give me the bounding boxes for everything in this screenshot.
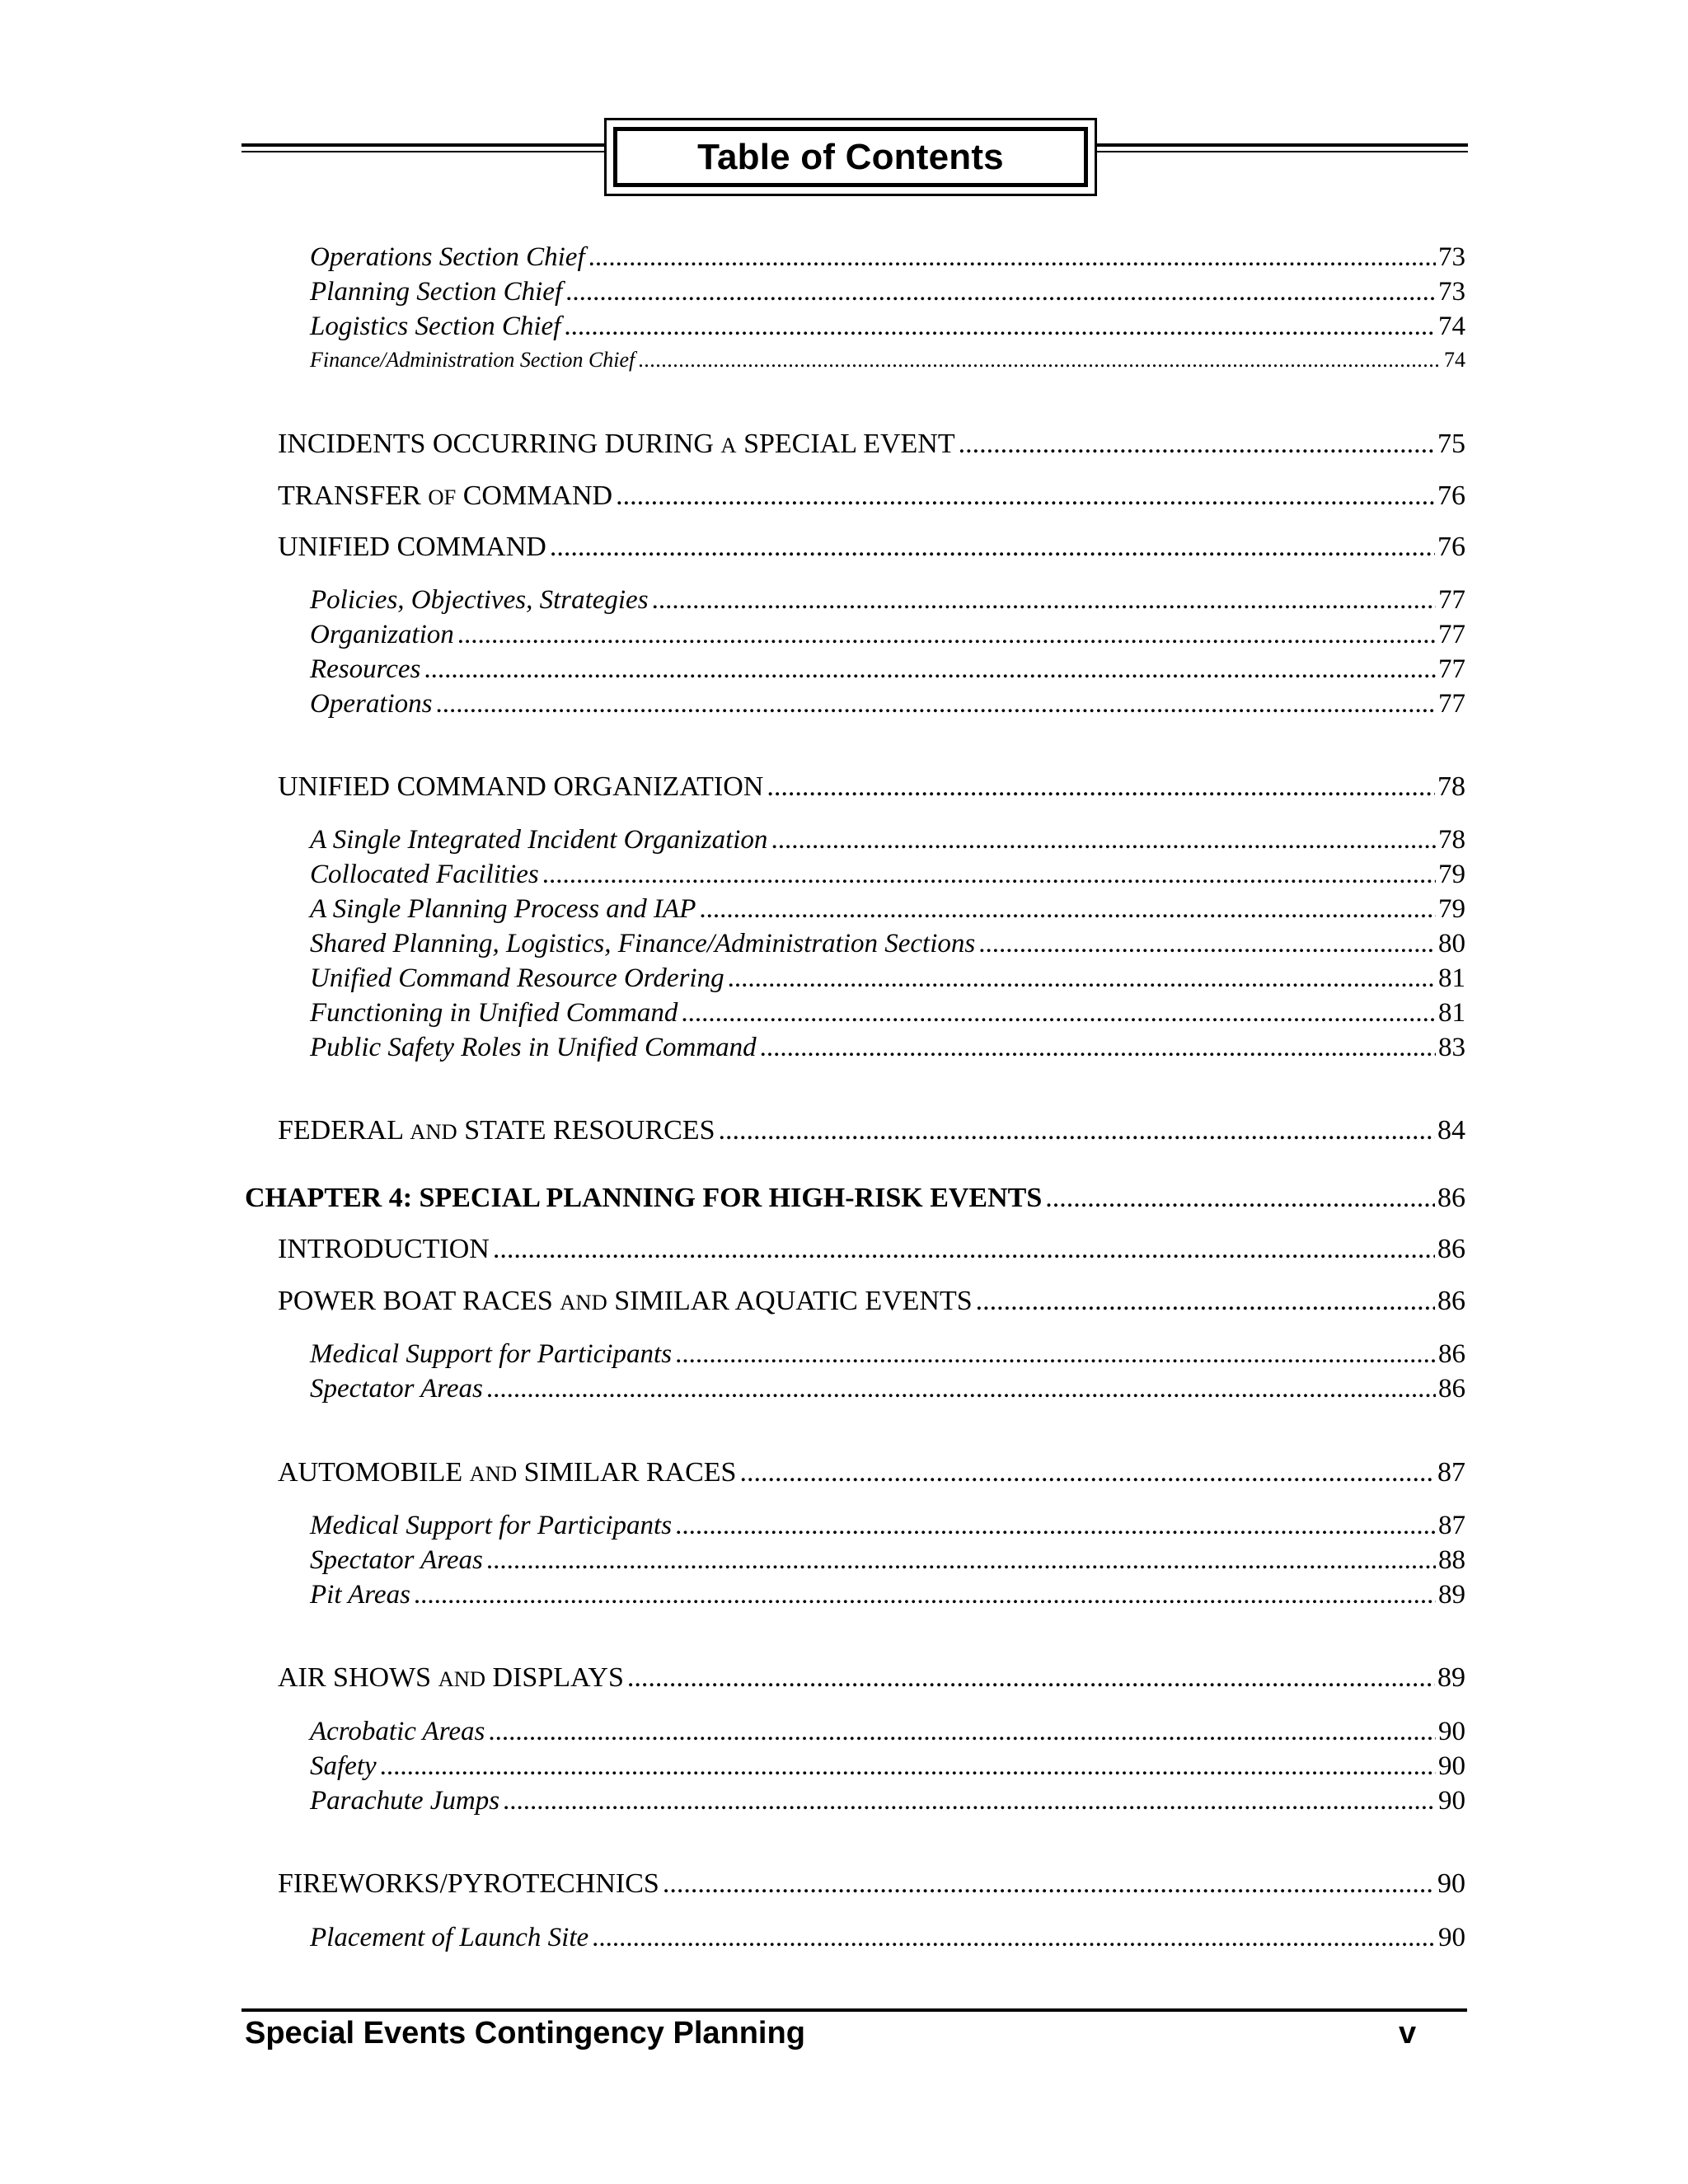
toc-entry-functioning-unified-command[interactable]: Functioning in Unified Command ..... 81: [310, 1000, 1465, 1027]
toc-entry-public-safety-roles[interactable]: Public Safety Roles in Unified Command ..... 83: [310, 1034, 1465, 1062]
toc-entry-automobile-races[interactable]: AUTOMOBILE AND SIMILAR RACES ..... 87: [278, 1459, 1465, 1487]
toc-entry-finance-section-chief[interactable]: Finance/Administration Section Chief ..... 74: [310, 349, 1465, 371]
toc-entry-federal-state-resources[interactable]: FEDERAL AND STATE RESOURCES ..... 84: [278, 1117, 1465, 1145]
toc-entry-acrobatic-areas[interactable]: Acrobatic Areas ..... 90: [310, 1718, 1465, 1746]
toc-entry-transfer-of-command[interactable]: TRANSFER OF COMMAND ..... 76: [278, 482, 1465, 510]
header-rule-left-top: [241, 143, 604, 147]
toc-entry-operations[interactable]: Operations ..... 77: [310, 691, 1465, 718]
toc-entry-air-shows[interactable]: AIR SHOWS AND DISPLAYS ..... 89: [278, 1664, 1465, 1692]
toc-entry-launch-site[interactable]: Placement of Launch Site ..... 90: [310, 1924, 1465, 1952]
header-rule-left-bottom: [241, 151, 604, 152]
toc-entry-logistics-section-chief[interactable]: Logistics Section Chief ..... 74: [310, 313, 1465, 340]
toc-entry-shared-planning[interactable]: Shared Planning, Logistics, Finance/Administration Sections ..... 80: [310, 930, 1465, 958]
footer-title: Special Events Contingency Planning: [245, 2016, 805, 2050]
toc-entry-single-integrated-org[interactable]: A Single Integrated Incident Organization ..... 78: [310, 827, 1465, 854]
footer-page-number: v: [1399, 2016, 1417, 2050]
toc-entry-collocated-facilities[interactable]: Collocated Facilities ..... 79: [310, 861, 1465, 888]
toc-entry-chapter-4[interactable]: CHAPTER 4: SPECIAL PLANNING FOR HIGH-RISK EVENTS ..... 86: [245, 1184, 1465, 1212]
toc-entry-introduction[interactable]: INTRODUCTION ..... 86: [278, 1235, 1465, 1263]
toc-entry-uc-resource-ordering[interactable]: Unified Command Resource Ordering ..... 81: [310, 965, 1465, 992]
toc-entry-organization[interactable]: Organization ..... 77: [310, 621, 1465, 649]
toc-entry-operations-section-chief[interactable]: Operations Section Chief ..... 73: [310, 244, 1465, 271]
toc-entry-parachute-jumps[interactable]: Parachute Jumps ..... 90: [310, 1788, 1465, 1815]
footer-rule: [241, 2008, 1467, 2012]
toc-entry-power-boat-races[interactable]: POWER BOAT RACES AND SIMILAR AQUATIC EVENTS ..... 86: [278, 1287, 1465, 1315]
header-rule-right-bottom: [1097, 151, 1468, 152]
toc-entry-auto-spectator-areas[interactable]: Spectator Areas ..... 88: [310, 1547, 1465, 1574]
toc-entry-planning-section-chief[interactable]: Planning Section Chief ..... 73: [310, 279, 1465, 306]
header-rule-right-top: [1097, 143, 1468, 147]
toc-entry-pit-areas[interactable]: Pit Areas ..... 89: [310, 1582, 1465, 1609]
toc-entry-incidents-special-event[interactable]: INCIDENTS OCCURRING DURING A SPECIAL EVENT ..... 75: [278, 430, 1465, 458]
toc-entry-unified-command-organization[interactable]: UNIFIED COMMAND ORGANIZATION ..... 78: [278, 773, 1465, 801]
page-title: Table of Contents: [697, 136, 1004, 177]
toc-entry-policies[interactable]: Policies, Objectives, Strategies ..... 77: [310, 587, 1465, 614]
toc-entry-pb-spectator-areas[interactable]: Spectator Areas ..... 86: [310, 1376, 1465, 1403]
page-title-box: [604, 118, 1097, 196]
toc-entry-single-planning-process[interactable]: A Single Planning Process and IAP ..... 79: [310, 896, 1465, 923]
toc-entry-pb-medical-support[interactable]: Medical Support for Participants ..... 86: [310, 1341, 1465, 1368]
toc-entry-safety[interactable]: Safety ..... 90: [310, 1753, 1465, 1780]
toc-entry-unified-command[interactable]: UNIFIED COMMAND ..... 76: [278, 533, 1465, 561]
toc-entry-resources[interactable]: Resources ..... 77: [310, 656, 1465, 683]
toc-entry-fireworks[interactable]: FIREWORKS/PYROTECHNICS ..... 90: [278, 1870, 1465, 1898]
toc-entry-auto-medical-support[interactable]: Medical Support for Participants ..... 87: [310, 1512, 1465, 1540]
